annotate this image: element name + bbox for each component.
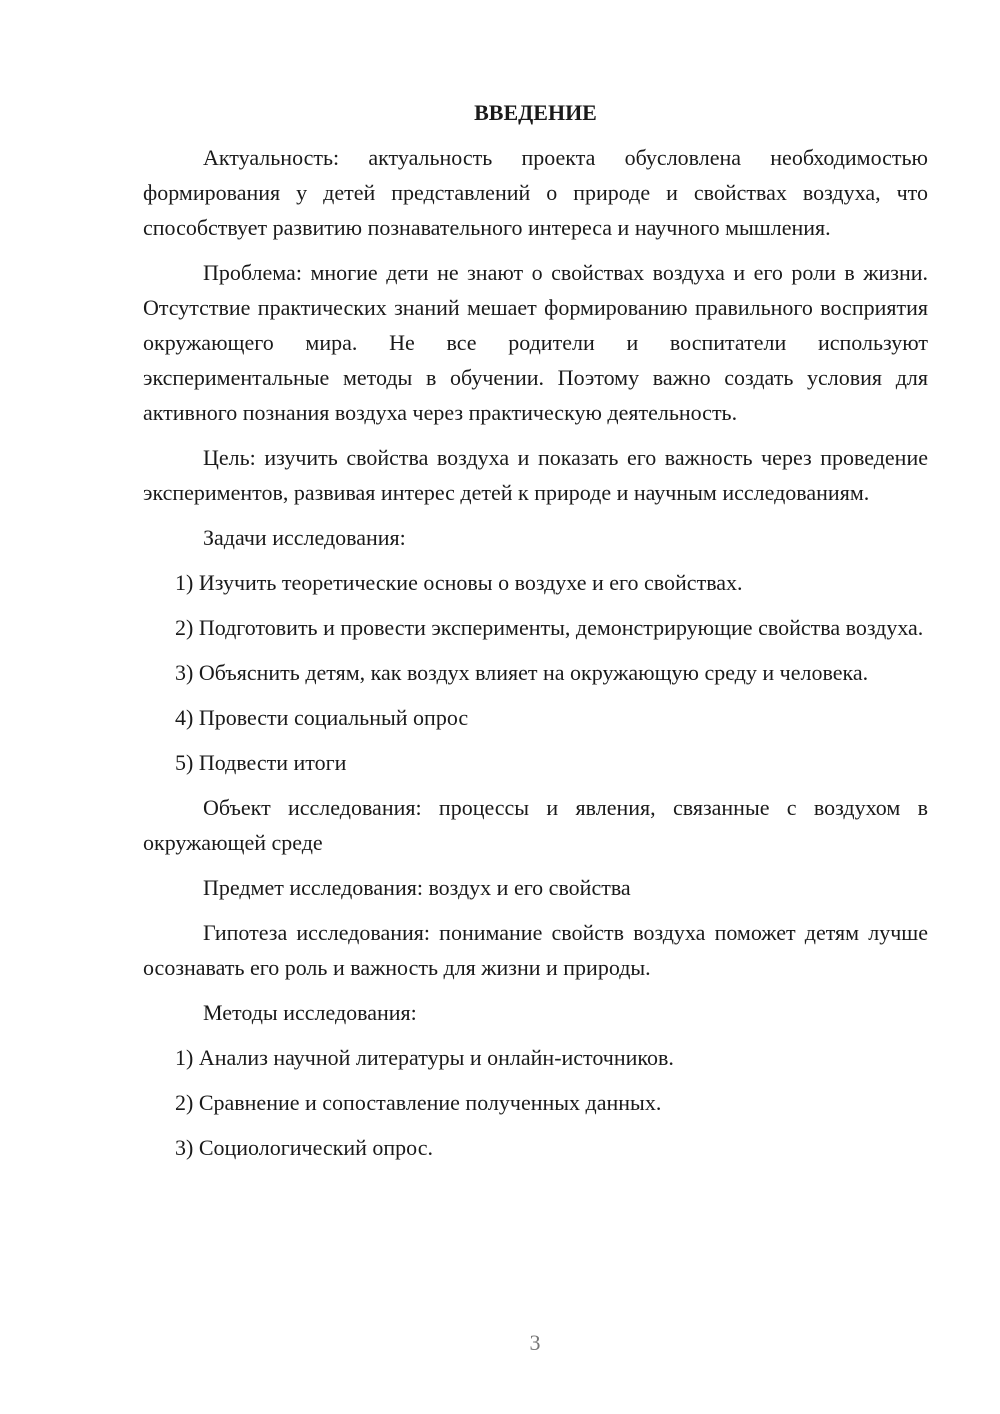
methods-heading: Методы исследования: bbox=[203, 1000, 417, 1025]
method-item-3: 3) Социологический опрос. bbox=[175, 1135, 433, 1160]
document-page bbox=[143, 95, 928, 1175]
subject-paragraph: Предмет исследования: воздух и его свойства bbox=[203, 875, 631, 900]
task-item-5: 5) Подвести итоги bbox=[175, 750, 347, 775]
relevance-paragraph: Актуальность: актуальность проекта обусловлена необходимостью формирования у детей представлений о природе и свойствах воздуха, что способствует развитию познавательного интереса и научного мышления. bbox=[143, 145, 928, 240]
object-paragraph: Объект исследования: процессы и явления, связанные с воздухом в окружающей среде bbox=[143, 795, 928, 855]
section-title: ВВЕДЕНИЕ bbox=[474, 100, 597, 125]
hypothesis-paragraph: Гипотеза исследования: понимание свойств воздуха поможет детям лучше осознавать его роль и важность для жизни и природы. bbox=[143, 920, 928, 980]
tasks-heading: Задачи исследования: bbox=[203, 525, 406, 550]
task-item-2: 2) Подготовить и провести эксперименты, демонстрирующие свойства воздуха. bbox=[175, 615, 924, 640]
method-item-2: 2) Сравнение и сопоставление полученных данных. bbox=[175, 1090, 662, 1115]
goal-paragraph: Цель: изучить свойства воздуха и показать его важность через проведение экспериментов, развивая интерес детей к природе и научным исследованиям. bbox=[143, 445, 928, 505]
task-item-4: 4) Провести социальный опрос bbox=[175, 705, 469, 730]
method-item-1: 1) Анализ научной литературы и онлайн-источников. bbox=[175, 1045, 674, 1070]
task-item-1: 1) Изучить теоретические основы о воздухе и его свойствах. bbox=[175, 570, 743, 595]
problem-paragraph: Проблема: многие дети не знают о свойствах воздуха и его роли в жизни. Отсутствие практических знаний мешает формированию правильного восприятия окружающего мира. Не все родители и воспитатели используют экспериментальные методы в обучении. Поэтому важно создать условия для активного познания воздуха через практическую деятельность. bbox=[143, 260, 928, 425]
page-number: 3 bbox=[529, 1330, 541, 1355]
task-item-3: 3) Объяснить детям, как воздух влияет на окружающую среду и человека. bbox=[175, 660, 869, 685]
